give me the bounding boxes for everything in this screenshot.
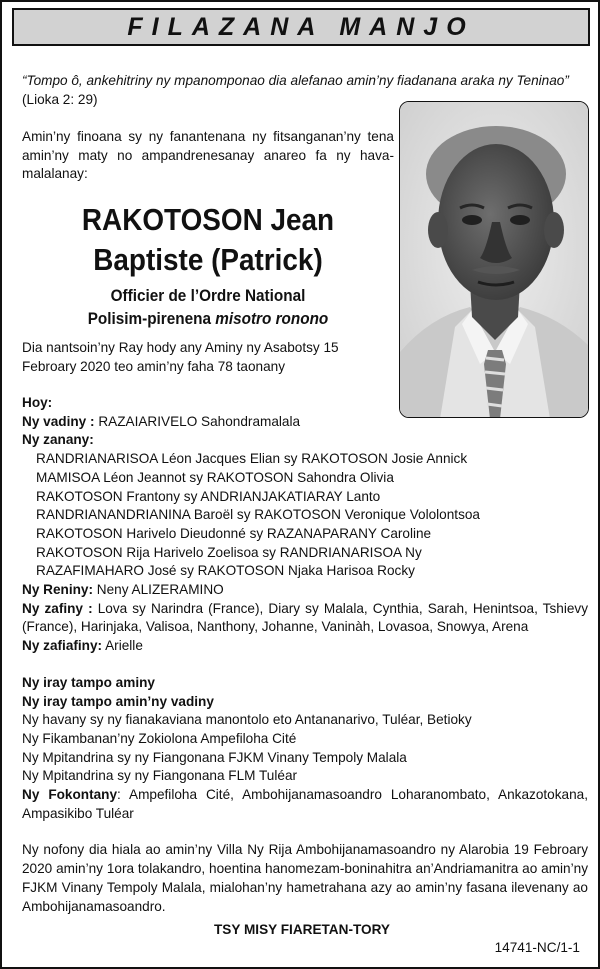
deceased-name-block [22,200,394,330]
spouse-name: RAZAIARIVELO Sahondramalala [98,413,301,429]
deceased-title-1: Officier de l’Ordre National [110,286,306,305]
fokontany-label: Ny Fokontany [22,787,118,803]
grandchildren-line [22,600,588,637]
children-label: Ny zanany: [22,432,94,448]
spouse-label: Ny vadiny : [22,413,95,429]
spouse-line [22,413,588,432]
child-line: RAKOTOSON Rija Harivelo Zoelisoa sy RANDRIANARISOA Ny [36,544,422,560]
header-title: FILAZANA MANJO [127,12,475,41]
spacer [22,656,588,674]
great-grandchildren-line [22,637,588,656]
great-grandchildren-names: Arielle [105,638,143,654]
header-banner [12,8,590,46]
mother-line [22,581,588,600]
child-line: RAZAFIMAHARO José sy RAKOTOSON Njaka Harisoa Rocky [36,563,415,579]
hoy-label: Hoy: [22,395,53,410]
portrait-image [400,102,589,418]
reference-number: 14741-NC/1-1 [494,940,580,955]
deceased-title-2-main: Polisim-pirenena [87,309,211,328]
spacer [22,823,588,841]
spouse-siblings-label: Ny iray tampo amin’ny vadiny [22,693,214,709]
church-fjkm-line: Ny Mpitandrina sy ny Fiangonana FJKM Vinany Tempoly Malala [22,749,407,765]
deceased-name-line2: Baptiste (Patrick) [93,242,323,277]
family-section [22,394,588,916]
child-line: RAKOTOSON Frantony sy ANDRIANJAKATIARAY Lanto [36,488,381,504]
verse-quote: “Tompo ô, ankehitriny ny mpanomponao dia alefanao amin’ny fiadanana araka ny Teninao” [22,73,569,88]
deceased-title-2 [41,308,376,330]
verse-reference: (Lioka 2: 29) [22,91,98,107]
child-line: RANDRIANANDRIANINA Baroël sy RAKOTOSON Veronique Vololontsoa [36,507,480,523]
intro-paragraph: Amin’ny finoana sy ny fanantenana ny fitsanganan’ny tena amin’ny maty no ampandrenesanay anareo fa ny hava-malalanay: [22,129,394,182]
child-line: RAKOTOSON Harivelo Dieudonné sy RAZANAPARANY Caroline [36,525,432,541]
mother-label: Ny Reniny: [22,582,94,598]
child-line: MAMISOA Léon Jeannot sy RAKOTOSON Sahondra Olivia [36,469,394,485]
burial-paragraph: Ny nofony dia hiala ao amin’ny Villa Ny Rija Ambohijanamasoandro ny Alarobia 19 Febroary 2020 amin’ny 1ora tolakandro, hoentina hanomezam-boninahitra an’Andriamanitra ao amin’ny FJKM Vinany Tempoly Malala, mialohan’ny hametrahana azy ao amin’ny fasana ilevenany ao Ambohijanamasoandro. [22,842,588,914]
child-line: RANDRIANARISOA Léon Jacques Elian sy RAKOTOSON Josie Annick [36,451,468,467]
church-flm-line: Ny Mpitandrina sy ny Fiangonana FLM Tuléar [22,768,298,784]
mother-name: Neny ALIZERAMINO [96,582,224,598]
deceased-name-line1: RAKOTOSON Jean [81,202,335,237]
deceased-title-2-italic: misotro ronono [215,309,329,328]
fokontany-line [22,786,588,823]
death-announcement: Dia nantsoin’ny Ray hody any Aminy ny Asabotsy 15 Febroary 2020 teo amin’ny faha 78 taonany [22,340,339,374]
fokontany-names: : Ampefiloha Cité, Ambohijanamasoandro Loharanombato, Ankazotokana, Ampasikibo Tuléar [22,787,588,821]
association-line: Ny Fikambanan’ny Zokiolona Ampefiloha Cité [22,730,297,746]
relatives-line: Ny havany sy ny fianakaviana manontolo eto Antananarivo, Tuléar, Betioky [22,712,472,728]
siblings-label: Ny iray tampo aminy [22,674,155,690]
deceased-portrait [399,101,589,418]
no-wake-notice: TSY MISY FIARETAN-TORY [214,922,390,937]
great-grandchildren-label: Ny zafiafiny: [22,638,103,654]
grandchildren-label: Ny zafiny : [22,600,93,616]
grandchildren-names: Lova sy Narindra (France), Diary sy Malala, Cynthia, Sarah, Henintsoa, Tshievy (France), Harinjaka, Valisoa, Nanthony, Johanne, Vaninàh, Lovasoa, Snowya, Arena [22,600,589,635]
